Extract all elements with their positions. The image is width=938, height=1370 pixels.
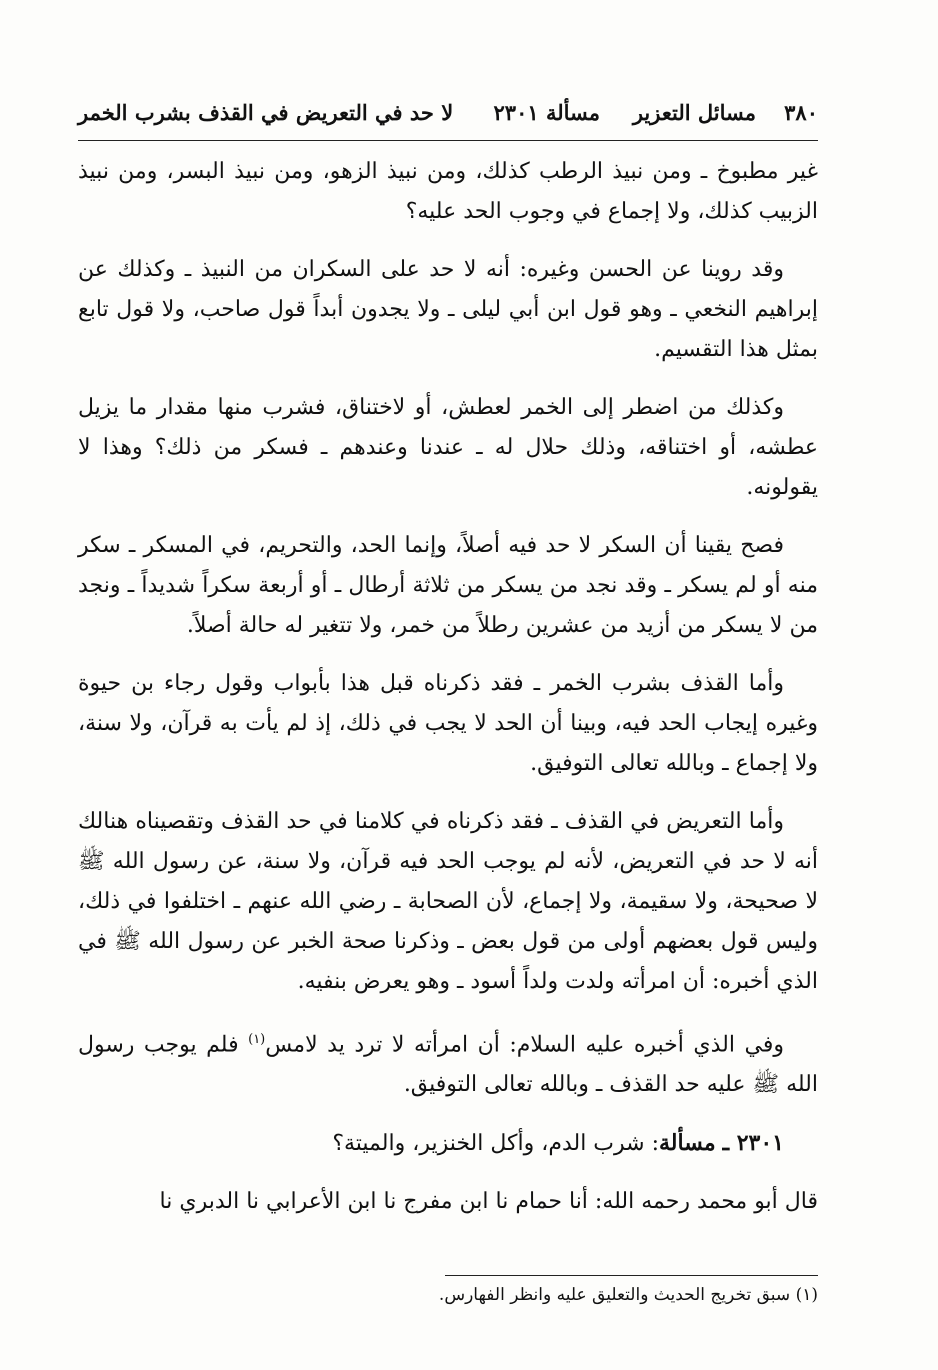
paragraph: وقد روينا عن الحسن وغيره: أنه لا حد على السكران من النبيذ ـ وكذلك عن إبراهيم النخعي ـ وهو قول ابن أبي ليلى ـ ولا يجدون أبداً قول صاحب، ولا قول تابع بمثل هذا التقسيم. bbox=[78, 257, 818, 362]
paragraph-text: فلم يوجب رسول الله ﷺ عليه حد القذف ـ وبالله تعالى التوفيق. bbox=[78, 1032, 818, 1098]
question-text: : شرب الدم، وأكل الخنزير، والميتة؟ bbox=[332, 1131, 659, 1157]
footnote-divider bbox=[445, 1275, 818, 1276]
paragraph: فصح يقينا أن السكر لا حد فيه أصلاً، وإنما الحد، والتحريم، في المسكر ـ سكر منه أو لم يسكر ـ وقد نجد من يسكر من ثلاثة أرطال ـ أو أربعة سكراً شديداً ـ ونجد من لا يسكر من أزيد من عشرين رطلاً من خمر، ولا تتغير له حالة أصلاً. bbox=[78, 533, 818, 638]
main-text bbox=[78, 152, 818, 1240]
running-header bbox=[78, 96, 818, 136]
paragraph-with-footnote bbox=[78, 1020, 818, 1105]
paragraph: وأما التعريض في القذف ـ فقد ذكرناه في كلامنا في حد القذف وتقصيناه هنالك أنه لا حد في التعريض، لأنه لم يوجب الحد فيه قرآن، ولا سنة، عن رسول الله ﷺ لا صحيحة، ولا سقيمة، ولا إجماع، لأن الصحابة ـ رضي الله عنهم ـ اختلفوا في ذلك، وليس قول بعضهم أولى من قول بعض ـ وذكرنا صحة الخبر عن رسول الله ﷺ في الذي أخبره: أن امرأته ولدت ولداً أسود ـ وهو يعرض بنفيه. bbox=[78, 809, 818, 994]
topic-title: لا حد في التعريض في القذف بشرب الخمر bbox=[78, 100, 454, 125]
footnote: (١) سبق تخريج الحديث والتعليق عليه وانظر الفهارس. bbox=[438, 1285, 818, 1305]
paragraph: غير مطبوخ ـ ومن نبيذ الرطب كذلك، ومن نبيذ الزهو، ومن نبيذ البسر، ومن نبيذ الزبيب كذلك، ولا إجماع في وجوب الحد عليه؟ bbox=[78, 159, 818, 224]
question-label: مسألة bbox=[659, 1130, 716, 1157]
footnote-reference: (١) bbox=[248, 1032, 266, 1047]
issue-number: مسألة ٢٣٠١ bbox=[493, 100, 600, 125]
paragraph: قال أبو محمد رحمه الله: أنا حمام نا ابن مفرج نا ابن الأعرابي نا الدبري نا bbox=[159, 1189, 818, 1215]
paragraph: وكذلك من اضطر إلى الخمر لعطش، أو لاختناق، فشرب منها مقدار ما يزيل عطشه، أو اختناقه، وذلك حلال له ـ عندنا وعندهم ـ فسكر من ذلك؟ وهذا لا يقولونه. bbox=[78, 395, 818, 500]
header-divider bbox=[78, 140, 818, 141]
paragraph: وأما القذف بشرب الخمر ـ فقد ذكرناه قبل هذا بأبواب وقول رجاء بن حيوة وغيره إيجاب الحد فيه، وبينا أن الحد لا يجب في ذلك، إذ لم يأت به قرآن، ولا سنة، ولا إجماع ـ وبالله تعالى التوفيق. bbox=[78, 671, 818, 776]
section-title: مسائل التعزير bbox=[632, 100, 756, 125]
paragraph-text: وفي الذي أخبره عليه السلام: أن امرأته لا ترد يد لامس bbox=[265, 1032, 784, 1058]
page-number: ٣٨٠ bbox=[784, 100, 818, 125]
question-heading bbox=[78, 1123, 818, 1164]
question-number: ٢٣٠١ ـ bbox=[722, 1130, 784, 1157]
